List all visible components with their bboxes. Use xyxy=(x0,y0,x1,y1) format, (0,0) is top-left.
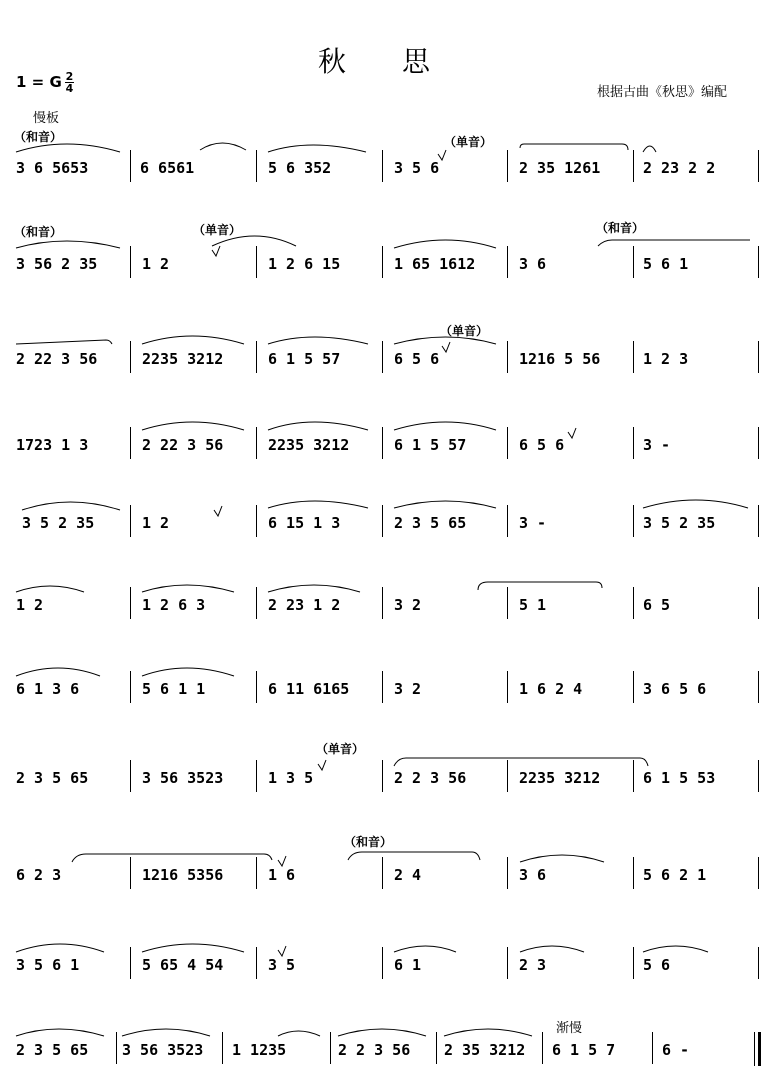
measure-r11-m5: 2 35 3212 xyxy=(444,1041,526,1059)
measure-r5-m5: 3 - xyxy=(519,514,547,532)
annotation-heyin-1: （和音） xyxy=(14,130,63,144)
measure-r4-m4: 6 1 5 57 xyxy=(394,436,467,454)
measure-r11-m2: 3 56 3523 xyxy=(122,1041,204,1059)
measure-r5-m6: 3 5 2 35 xyxy=(643,514,716,532)
time-signature xyxy=(65,71,74,94)
measure-r3-m6: 1 2 3 xyxy=(643,350,689,368)
measure-r6-m1: 1 2 xyxy=(16,596,44,614)
annotation-danyin-3: （单音） xyxy=(440,324,489,338)
annotation-danyin-2: （单音） xyxy=(193,223,242,237)
annotation-heyin-2: （和音） xyxy=(14,225,63,239)
annotation-danyin-4: （单音） xyxy=(316,742,365,756)
time-signature-top: 2 xyxy=(65,70,74,83)
time-signature-bottom: 4 xyxy=(65,82,74,95)
measure-r6-m4: 3 2 xyxy=(394,596,422,614)
measure-r4-m6: 3 - xyxy=(643,436,671,454)
measure-r11-m4: 2 2 3 56 xyxy=(338,1041,411,1059)
measure-r11-m7: 6 - xyxy=(662,1041,690,1059)
measure-r5-m4: 2 3 5 65 xyxy=(394,514,467,532)
measure-r1-m1: 3 6 5653 xyxy=(16,159,89,177)
measure-r1-m4: 3 5 6 xyxy=(394,159,440,177)
measure-r6-m5: 5 1 xyxy=(519,596,547,614)
measure-r3-m2: 2235 3212 xyxy=(142,350,224,368)
annotation-heyin-4: （和音） xyxy=(344,835,393,849)
measure-r10-m1: 3 5 6 1 xyxy=(16,956,80,974)
measure-r7-m2: 5 6 1 1 xyxy=(142,680,206,698)
measure-r2-m5: 3 6 xyxy=(519,255,547,273)
measure-r10-m2: 5 65 4 54 xyxy=(142,956,224,974)
measure-r3-m3: 6 1 5 57 xyxy=(268,350,341,368)
measure-r6-m2: 1 2 6 3 xyxy=(142,596,206,614)
measure-r7-m6: 3 6 5 6 xyxy=(643,680,707,698)
measure-r6-m3: 2 23 1 2 xyxy=(268,596,341,614)
measure-r7-m4: 3 2 xyxy=(394,680,422,698)
page-title: 秋 思 xyxy=(318,45,431,78)
measure-r8-m1: 2 3 5 65 xyxy=(16,769,89,787)
annotation-danyin-1: （单音） xyxy=(444,135,493,149)
measure-r11-m3: 1 1235 xyxy=(232,1041,287,1059)
measure-r4-m3: 2235 3212 xyxy=(268,436,350,454)
final-barline-thin xyxy=(754,1032,755,1066)
measure-r5-m3: 6 15 1 3 xyxy=(268,514,341,532)
annotation-jianman: 渐慢 xyxy=(556,1021,583,1036)
measure-r11-m6: 6 1 5 7 xyxy=(552,1041,616,1059)
measure-r10-m5: 2 3 xyxy=(519,956,547,974)
measure-r3-m4: 6 5 6 xyxy=(394,350,440,368)
measure-r8-m5: 2235 3212 xyxy=(519,769,601,787)
measure-r2-m1: 3 56 2 35 xyxy=(16,255,98,273)
measure-r8-m6: 6 1 5 53 xyxy=(643,769,716,787)
measure-r10-m3: 3 5 xyxy=(268,956,296,974)
measure-r3-m1: 2 22 3 56 xyxy=(16,350,98,368)
measure-r9-m2: 1216 5356 xyxy=(142,866,224,884)
measure-r1-m2: 6 6561 xyxy=(140,159,195,177)
measure-r2-m2: 1 2 xyxy=(142,255,170,273)
measure-r8-m3: 1 3 5 xyxy=(268,769,314,787)
measure-r10-m4: 6 1 xyxy=(394,956,422,974)
measure-r1-m6: 2 23 2 2 xyxy=(643,159,716,177)
measure-r9-m3: 1 6 xyxy=(268,866,296,884)
measure-r8-m4: 2 2 3 56 xyxy=(394,769,467,787)
measure-r11-m1: 2 3 5 65 xyxy=(16,1041,89,1059)
measure-r4-m1: 1723 1 3 xyxy=(16,436,89,454)
measure-r8-m2: 3 56 3523 xyxy=(142,769,224,787)
measure-r1-m5: 2 35 1261 xyxy=(519,159,601,177)
measure-r9-m4: 2 4 xyxy=(394,866,422,884)
arranger-credit: 根据古曲《秋思》编配 xyxy=(597,85,728,100)
measure-r7-m1: 6 1 3 6 xyxy=(16,680,80,698)
measure-r9-m1: 6 2 3 xyxy=(16,866,62,884)
measure-r2-m3: 1 2 6 15 xyxy=(268,255,341,273)
measure-r7-m5: 1 6 2 4 xyxy=(519,680,583,698)
tempo-marking: 慢板 xyxy=(33,111,60,126)
measure-r3-m5: 1216 5 56 xyxy=(519,350,601,368)
measure-r5-m1: 3 5 2 35 xyxy=(22,514,95,532)
key-signature: 1 = G xyxy=(16,73,62,91)
measure-r4-m2: 2 22 3 56 xyxy=(142,436,224,454)
measure-r4-m5: 6 5 6 xyxy=(519,436,565,454)
final-barline-thick xyxy=(758,1032,761,1066)
measure-r2-m4: 1 65 1612 xyxy=(394,255,476,273)
measure-r7-m3: 6 11 6165 xyxy=(268,680,350,698)
measure-r1-m3: 5 6 352 xyxy=(268,159,332,177)
measure-r9-m6: 5 6 2 1 xyxy=(643,866,707,884)
annotation-heyin-3: （和音） xyxy=(596,221,645,235)
measure-r9-m5: 3 6 xyxy=(519,866,547,884)
measure-r2-m6: 5 6 1 xyxy=(643,255,689,273)
measure-r10-m6: 5 6 xyxy=(643,956,671,974)
measure-r5-m2: 1 2 xyxy=(142,514,170,532)
measure-r6-m6: 6 5 xyxy=(643,596,671,614)
